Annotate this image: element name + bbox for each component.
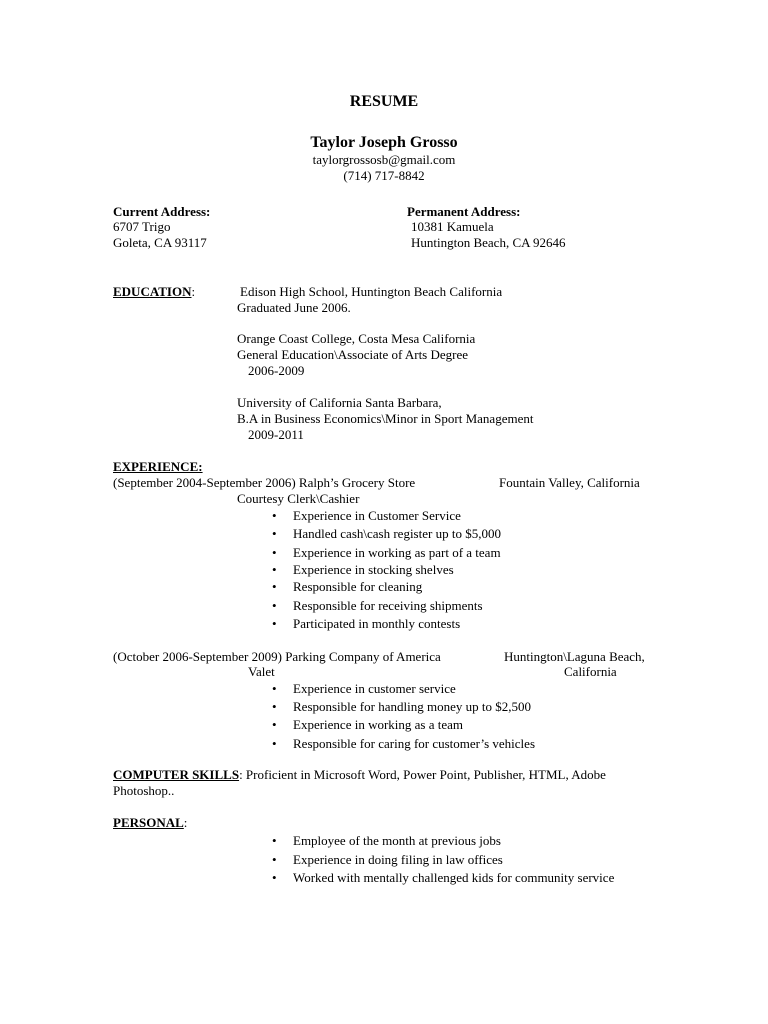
list-item-text: Experience in customer service — [293, 681, 456, 696]
list-item — [272, 736, 535, 752]
computer-skills-text: : Proficient in Microsoft Word, Power Point, Publisher, HTML, Adobe — [239, 767, 606, 782]
bullet-icon: • — [272, 736, 277, 751]
list-item — [272, 681, 456, 697]
job-location-line2: California — [564, 664, 617, 679]
bullet-icon: • — [272, 717, 277, 732]
bullet-icon: • — [272, 562, 277, 577]
list-item-text: Experience in stocking shelves — [293, 562, 454, 577]
list-item-text: Responsible for receiving shipments — [293, 598, 483, 613]
education-dates: 2009-2011 — [248, 427, 304, 442]
job-dates-company: (October 2006-September 2009) Parking Company of America — [113, 649, 441, 664]
personal-heading-text: PERSONAL — [113, 815, 184, 830]
list-item — [272, 545, 501, 561]
list-item — [272, 717, 464, 733]
education-heading-colon: : — [191, 284, 196, 299]
list-item-text: Responsible for handling money up to $2,500 — [293, 699, 531, 714]
list-item — [272, 870, 615, 886]
computer-skills-heading: COMPUTER SKILLS — [113, 767, 240, 782]
personal-heading-colon: : — [183, 815, 188, 830]
education-heading-text: EDUCATION — [113, 284, 192, 299]
current-address-label: Current Address: — [113, 204, 211, 219]
personal-heading — [113, 815, 187, 831]
current-address-line1: 6707 Trigo — [113, 219, 171, 234]
list-item-text: Experience in working as a team — [293, 717, 464, 732]
job-role: Courtesy Clerk\Cashier — [237, 491, 360, 506]
list-item-text: Employee of the month at previous jobs — [293, 833, 501, 848]
current-address-line2: Goleta, CA 93117 — [113, 235, 207, 250]
list-item — [272, 562, 454, 578]
phone: (714) 717-8842 — [343, 168, 425, 183]
list-item-text: Participated in monthly contests — [293, 616, 461, 631]
job-location: Fountain Valley, California — [499, 475, 640, 490]
bullet-icon: • — [272, 870, 277, 885]
permanent-address-line2: Huntington Beach, CA 92646 — [411, 235, 566, 250]
permanent-address-label: Permanent Address: — [407, 204, 521, 219]
list-item-text: Responsible for caring for customer’s vehicles — [293, 736, 535, 751]
list-item — [272, 598, 483, 614]
education-dates: 2006-2009 — [248, 363, 305, 378]
bullet-icon: • — [272, 508, 277, 523]
list-item-text: Experience in working as part of a team — [293, 545, 501, 560]
list-item-text: Handled cash\cash register up to $5,000 — [293, 526, 501, 541]
experience-heading: EXPERIENCE: — [113, 459, 203, 474]
bullet-icon: • — [272, 545, 277, 560]
list-item — [272, 579, 423, 595]
list-item-text: Responsible for cleaning — [293, 579, 423, 594]
list-item — [272, 526, 501, 542]
education-line: Graduated June 2006. — [237, 300, 351, 315]
bullet-icon: • — [272, 833, 277, 848]
education-line: Edison High School, Huntington Beach California — [240, 284, 503, 299]
education-line: University of California Santa Barbara, — [237, 395, 442, 410]
education-line: General Education\Associate of Arts Degree — [237, 347, 469, 362]
list-item-text: Experience in Customer Service — [293, 508, 461, 523]
list-item — [272, 833, 501, 849]
job-location-line1: Huntington\Laguna Beach, — [504, 649, 645, 664]
resume-title: RESUME — [349, 93, 419, 110]
job-role: Valet — [248, 664, 275, 679]
bullet-icon: • — [272, 598, 277, 613]
list-item-text: Experience in doing filing in law offices — [293, 852, 503, 867]
bullet-icon: • — [272, 616, 277, 631]
list-item — [272, 508, 461, 524]
bullet-icon: • — [272, 526, 277, 541]
bullet-icon: • — [272, 699, 277, 714]
job-dates-company: (September 2004-September 2006) Ralph’s Grocery Store — [113, 475, 416, 490]
computer-skills-line2: Photoshop.. — [113, 783, 175, 798]
candidate-name: Taylor Joseph Grosso — [310, 134, 458, 151]
permanent-address-line1: 10381 Kamuela — [411, 219, 494, 234]
list-item-text: Worked with mentally challenged kids for community service — [293, 870, 615, 885]
computer-skills-line1 — [113, 767, 606, 783]
bullet-icon: • — [272, 681, 277, 696]
education-line: Orange Coast College, Costa Mesa California — [237, 331, 476, 346]
education-line: B.A in Business Economics\Minor in Sport Management — [237, 411, 534, 426]
education-heading — [113, 284, 195, 300]
list-item — [272, 852, 503, 868]
email: taylorgrossosb@gmail.com — [312, 152, 456, 167]
bullet-icon: • — [272, 852, 277, 867]
list-item — [272, 616, 461, 632]
bullet-icon: • — [272, 579, 277, 594]
list-item — [272, 699, 531, 715]
